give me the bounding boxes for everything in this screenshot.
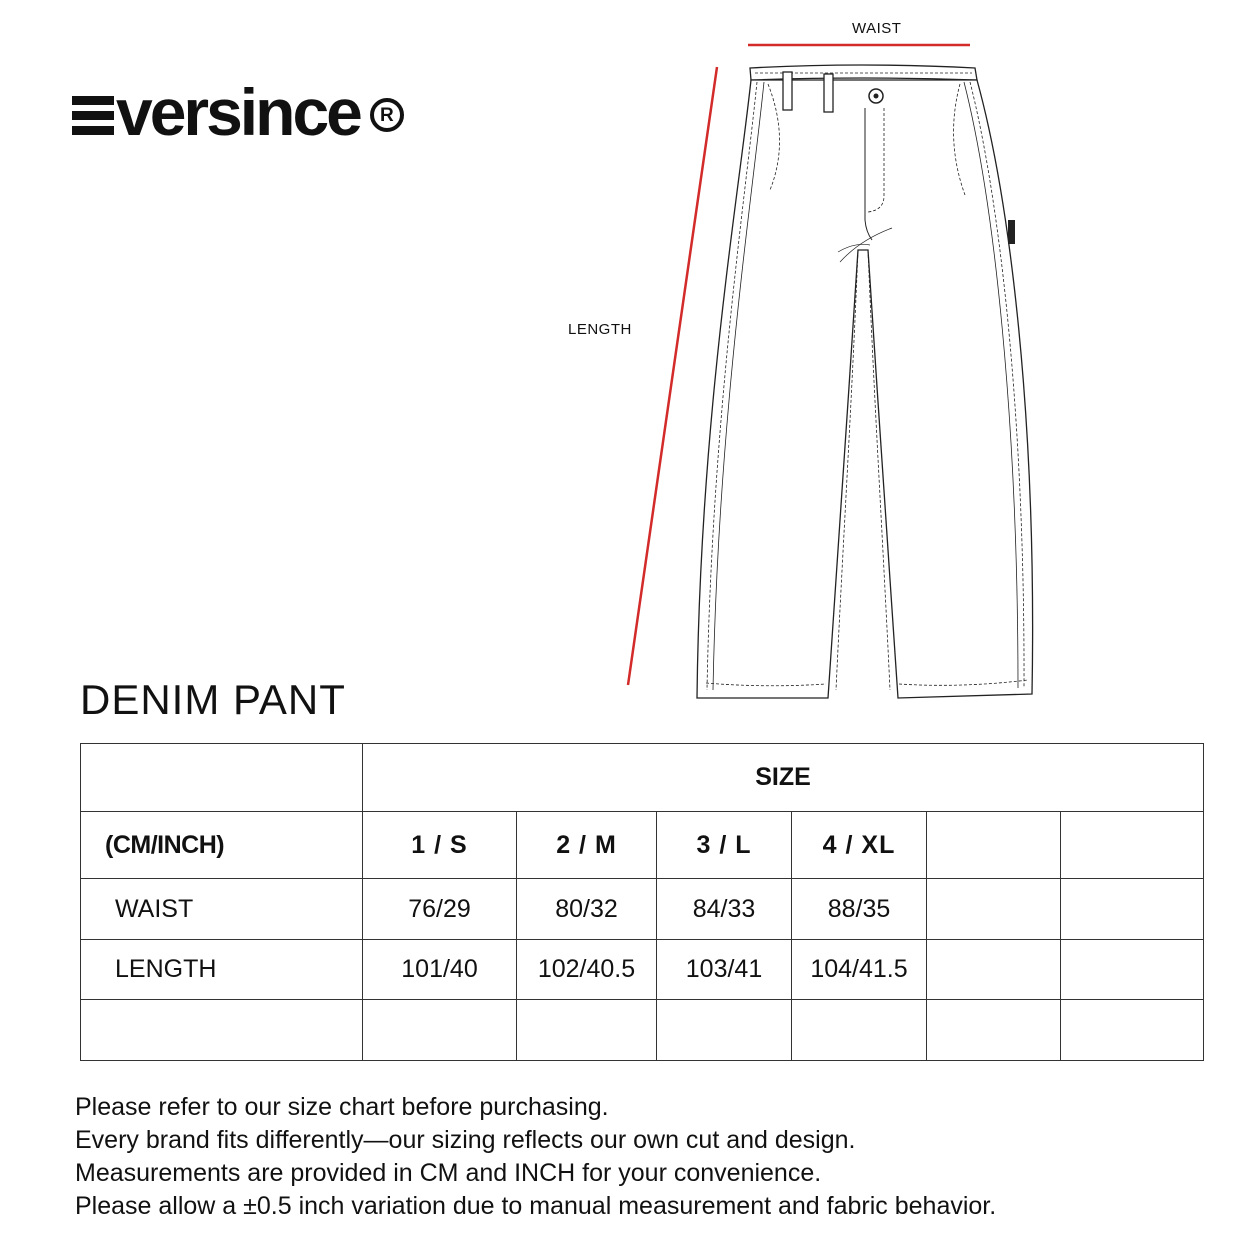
logo-wordmark: versince [116, 75, 360, 149]
table-cell [1061, 940, 1204, 1000]
note-line: Please allow a ±0.5 inch variation due to manual measurement and fabric behavior. [75, 1192, 997, 1220]
table-row [81, 879, 1204, 940]
table-cell [927, 879, 1061, 940]
table-cell [792, 1000, 927, 1061]
table-cell: 80/32 [517, 879, 657, 940]
waist-label: WAIST [852, 20, 902, 37]
table-header-row [81, 744, 1204, 812]
table-cell [517, 1000, 657, 1061]
size-column-header [927, 812, 1061, 879]
table-cell: 103/41 [657, 940, 792, 1000]
table-cell [927, 1000, 1061, 1061]
size-column-header [1061, 812, 1204, 879]
table-cell: 104/41.5 [792, 940, 927, 1000]
table-row [81, 1000, 1204, 1061]
table-cell: 102/40.5 [517, 940, 657, 1000]
table-cell [1061, 879, 1204, 940]
note-line: Measurements are provided in CM and INCH for your convenience. [75, 1159, 822, 1187]
size-header: SIZE [363, 744, 1204, 812]
registered-mark: R [370, 98, 404, 132]
length-label: LENGTH [568, 321, 632, 338]
row-label: WAIST [81, 879, 363, 940]
size-column-header: 2 / M [517, 812, 657, 879]
table-cell [363, 1000, 517, 1061]
note-line: Every brand fits differently—our sizing reflects our own cut and design. [75, 1126, 856, 1154]
size-table [80, 743, 1204, 1061]
belt-loop [824, 74, 833, 112]
unit-label: (CM/INCH) [81, 812, 363, 879]
row-label [81, 1000, 363, 1061]
row-label: LENGTH [81, 940, 363, 1000]
table-cell [1061, 1000, 1204, 1061]
table-cell [657, 1000, 792, 1061]
table-cell: 88/35 [792, 879, 927, 940]
table-cell: 101/40 [363, 940, 517, 1000]
size-notes [75, 1091, 996, 1223]
size-column-header: 4 / XL [792, 812, 927, 879]
table-cell [927, 940, 1061, 1000]
table-column-row [81, 812, 1204, 879]
size-column-header: 1 / S [363, 812, 517, 879]
table-row [81, 940, 1204, 1000]
size-column-header: 3 / L [657, 812, 792, 879]
note-line: Please refer to our size chart before purchasing. [75, 1093, 609, 1121]
table-cell: 76/29 [363, 879, 517, 940]
table-corner-cell [81, 744, 363, 812]
side-tag [1008, 220, 1015, 244]
table-cell: 84/33 [657, 879, 792, 940]
product-title: DENIM PANT [80, 676, 346, 723]
belt-loop [783, 72, 792, 110]
